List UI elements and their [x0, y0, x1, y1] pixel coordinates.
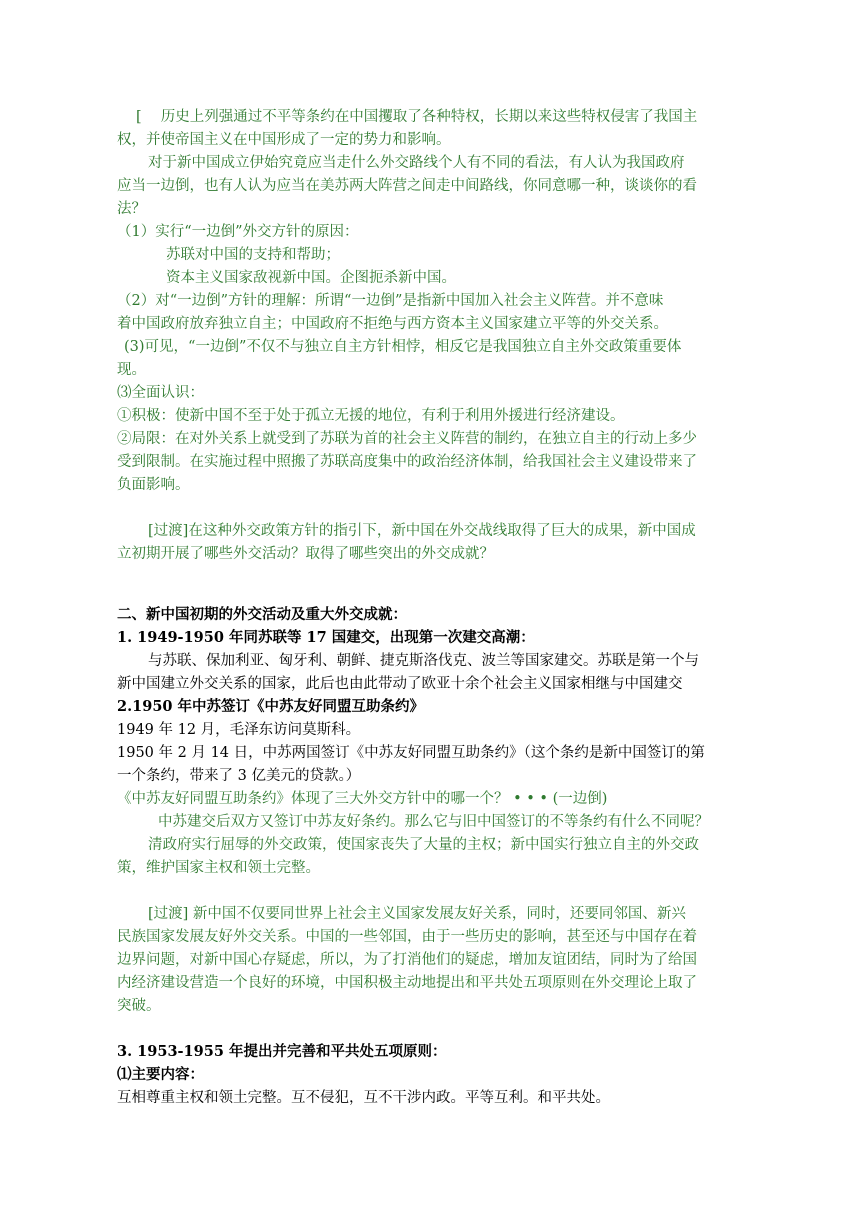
- text-line: 应当一边倒，也有人认为应当在美苏两大阵营之间走中间路线，你同意哪一种，谈谈你的看: [117, 178, 697, 194]
- text-line: 资本主义国家敌视新中国。企图扼杀新中国。: [166, 270, 456, 286]
- text-line: 苏联对中国的支持和帮助；: [166, 247, 340, 263]
- text-line: 受到限制。在实施过程中照搬了苏联高度集中的政治经济体制，给我国社会主义建设带来了: [117, 454, 697, 470]
- text-line: 策，维护国家主权和领土完整。: [117, 860, 320, 876]
- text-line: 互相尊重主权和领土完整。互不侵犯，互不干涉内政。平等互利。和平共处。: [117, 1090, 610, 1106]
- text-line: 新中国建立外交关系的国家，此后也由此带动了欧亚十余个社会主义国家相继与中国建交: [117, 676, 683, 692]
- text-line: （2）对“一边倒”方针的理解：所谓“一边倒”是指新中国加入社会主义阵营。并不意味: [117, 293, 664, 309]
- text-line: 《中苏友好同盟互助条约》体现了三大外交方针中的哪一个？ • • • (一边倒): [117, 791, 608, 807]
- text-line: 对于新中国成立伊始究竟应当走什么外交路线个人有不同的看法，有人认为我国政府: [148, 155, 685, 171]
- text-line: 1949 年 12 月，毛泽东访问莫斯科。: [117, 722, 361, 738]
- text-line: 着中国政府放弃独立自主；中国政府不拒绝与西方资本主义国家建立平等的外交关系。: [117, 316, 668, 332]
- text-line: ②局限：在对外关系上就受到了苏联为首的社会主义阵营的制约，在独立自主的行动上多少: [117, 431, 697, 447]
- text-line: 现。: [117, 362, 146, 378]
- text-line: 内经济建设营造一个良好的环境，中国积极主动地提出和平共处五项原则在外交理论上取了: [117, 975, 697, 991]
- text-line: 法？: [117, 201, 146, 217]
- subsection-heading: 1. 1949-1950 年同苏联等 17 国建交，出现第一次建交高潮：: [117, 629, 535, 646]
- text-line: 1950 年 2 月 14 日，中苏两国签订《中苏友好同盟互助条约》（这个条约是新中国签订的第: [117, 745, 705, 761]
- text-line: (3)可见，“一边倒”不仅不与独立自主方针相悖，相反它是我国独立自主外交政策重要体: [124, 339, 682, 355]
- text-line: 权，并使帝国主义在中国形成了一定的势力和影响。: [117, 132, 451, 148]
- text-line: 立初期开展了哪些外交活动？取得了哪些突出的外交成就？: [117, 546, 494, 562]
- section-heading: 二、新中国初期的外交活动及重大外交成就：: [117, 606, 407, 623]
- text-line: 边界问题，对新中国心存疑虑，所以，为了打消他们的疑虑，增加友谊团结，同时为了给国: [117, 952, 697, 968]
- text-line: 一个条约，带来了 3 亿美元的贷款。）: [117, 768, 361, 784]
- text-line: [ 历史上列强通过不平等条约在中国攫取了各种特权，长期以来这些特权侵害了我国主: [136, 109, 698, 125]
- text-line: ①积极：使新中国不至于处于孤立无援的地位，有利于利用外援进行经济建设。: [117, 408, 625, 424]
- text-line: 与苏联、保加利亚、匈牙利、朝鲜、捷克斯洛伐克、波兰等国家建交。苏联是第一个与: [148, 653, 699, 669]
- subsection-heading: ⑴主要内容：: [117, 1066, 204, 1083]
- text-line: [过渡] 新中国不仅要同世界上社会主义国家发展友好关系，同时，还要同邻国、新兴: [148, 906, 686, 922]
- text-line: 负面影响。: [117, 477, 190, 493]
- text-line: 中苏建交后双方又签订中苏友好条约。那么它与旧中国签订的不等条约有什么不同呢？: [158, 814, 709, 830]
- subsection-heading: 3. 1953-1955 年提出并完善和平共处五项原则：: [117, 1043, 447, 1060]
- text-line: 清政府实行屈辱的外交政策，使国家丧失了大量的主权；新中国实行独立自主的外交政: [148, 837, 699, 853]
- text-line: ⑶全面认识：: [117, 385, 204, 401]
- text-line: 突破。: [117, 998, 161, 1014]
- text-line: [过渡]在这种外交政策方针的指引下，新中国在外交战线取得了巨大的成果，新中国成: [148, 523, 696, 539]
- text-line: 民族国家发展友好外交关系。中国的一些邻国，由于一些历史的影响，甚至还与中国存在着: [117, 929, 697, 945]
- text-line: （1）实行“一边倒”外交方针的原因：: [117, 224, 359, 240]
- subsection-heading: 2.1950 年中苏签订《中苏友好同盟互助条约》: [117, 698, 425, 715]
